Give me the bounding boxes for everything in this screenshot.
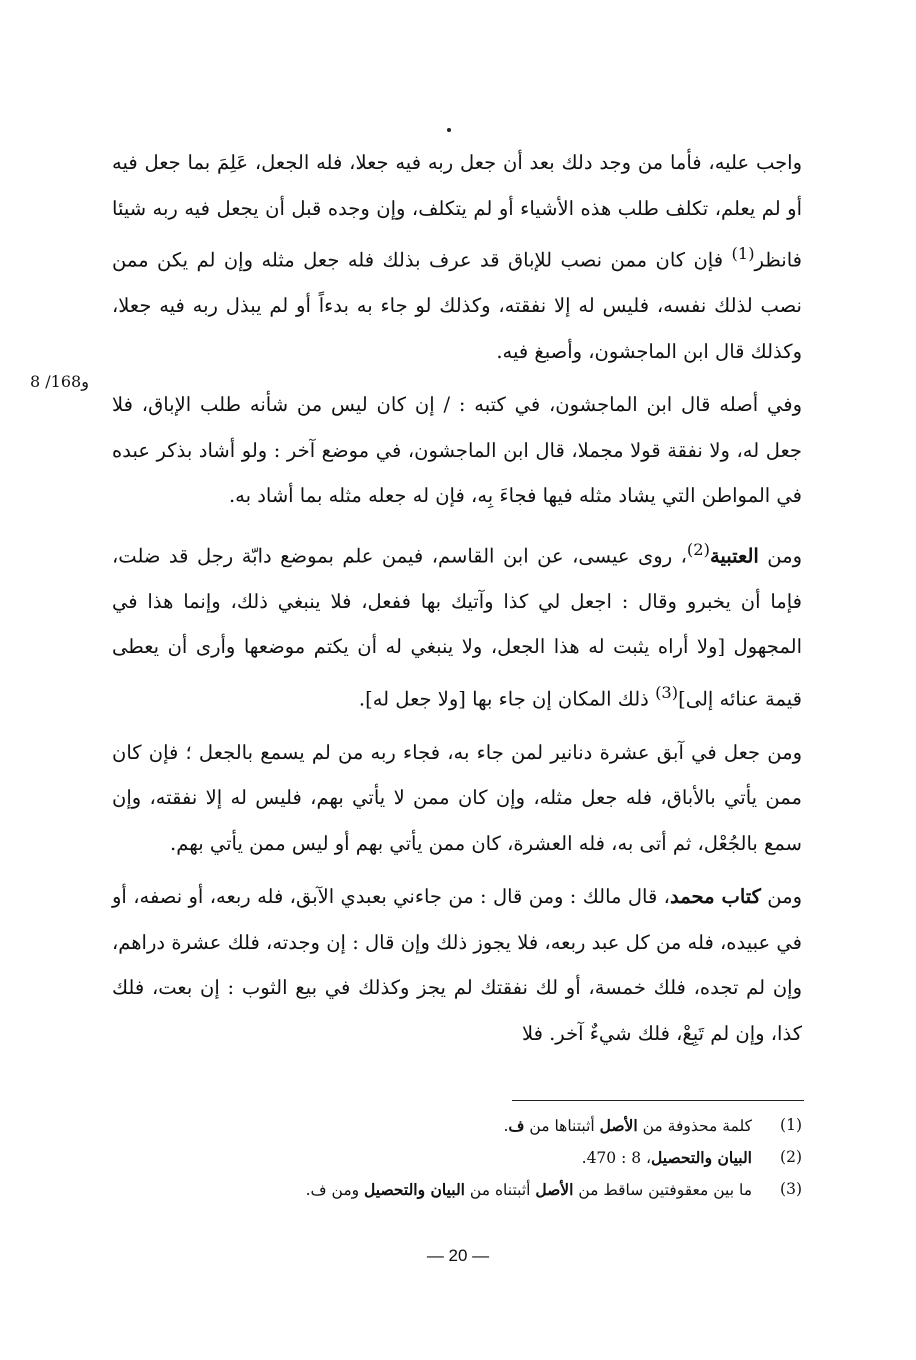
footnotes <box>200 1110 802 1206</box>
page-mark-dot <box>447 128 451 132</box>
paragraph-2-text: وفي أصله قال ابن الماجشون، في كتبه : / إن كان ليس من شأنه طلب الإباق، فلا جعل له، ولا نفقة قولا مجملا، قال ابن الماجشون، في موضع آخر : ولو أشاد بذكر عبده في المواطن التي يشاد مثله فيها فجاءَ بِه، فإن له جعله مثله بما أشاد به. <box>112 393 802 507</box>
paragraph-1-text-cont: فإن كان ممن نصب للإباق قد عرف بذلك فله جعل مثله وإن لم يكن ممن نصب لذلك نفسه، فليس له إلا نفقته، وكذلك لو جاء به بدءاً أو لم يبذل ربه فيه جعلا، وكذلك قال ابن الماجشون، وأصبغ فيه. <box>112 248 802 363</box>
footnote-3-part-a: ما بين معقوفتين ساقط من <box>573 1181 752 1199</box>
footnote-2-text <box>200 1142 752 1174</box>
footnote-1-part-c: أثبتناها من <box>524 1117 600 1135</box>
footnote-2-part-b: البيان والتحصيل <box>651 1148 752 1167</box>
footnote-1-number: (1) <box>780 1116 802 1134</box>
footnote-1-part-b: الأصل <box>599 1116 638 1135</box>
paragraph-3 <box>112 527 802 722</box>
footnote-1 <box>200 1110 802 1142</box>
source-title-kitab-muhammad: كتاب محمد <box>669 885 761 908</box>
paragraph-3-lead: ومن <box>758 544 802 567</box>
footnote-2-part-c: ، 8 : 470. <box>581 1149 652 1167</box>
main-text <box>112 140 802 1056</box>
paragraph-3-text-cont: ذلك المكان إن جاء بها [ولا جعل له]. <box>358 687 656 710</box>
paragraph-5-text: ، قال مالك : ومن قال : من جاءني بعبدي الآبق، فله ربعه، أو نصفه، أو في عبيده، فله من كل عبد ربعه، فلا يجوز ذلك وإن قال : إن وجدته، فلك عشرة دراهم، وإن لم تجده، فلك خمسة، أو لك نفقتك لم يجز وكذلك في بيع الثوب : إن بعت، فلك كذا، وإن لم تَبِعْ، فلك شيءٌ آخر. فلا <box>112 885 802 1045</box>
footnote-1-part-e: . <box>503 1117 509 1135</box>
footnote-1-part-a: كلمة محذوفة من <box>637 1117 752 1135</box>
footnote-3-part-b: الأصل <box>535 1180 574 1199</box>
footnote-3-part-c: أثبتناه من <box>464 1181 536 1199</box>
paragraph-1-text: واجب عليه، فأما من وجد دلك بعد أن جعل ربه فيه جعلا، فله الجعل، عَلِمَ بما جعل فيه أو لم يعلم، تكلف طلب هذه الأشياء أو لم يتكلف، وإن وجده قبل أن يجعل فيه ربه شيئا فانظر <box>112 151 802 272</box>
footnote-3-part-d: البيان والتحصيل <box>364 1180 465 1199</box>
paragraph-4 <box>112 730 802 867</box>
paragraph-1 <box>112 140 802 374</box>
page-number: — 20 — <box>426 1246 490 1265</box>
margin-folio-reference: 8 /168و <box>30 372 89 391</box>
footnote-2 <box>200 1142 802 1174</box>
paragraph-4-text: ومن جعل في آبق عشرة دنانير لمن جاء به، فجاء ربه من لم يسمع بالجعل ؛ فإن كان ممن يأتي بالأباق، فله جعل مثله، وإن كان ممن لا يأتي بهم، فليس له إلا نفقته، وإن سمع بالجُعْل، ثم أتى به، فله العشرة، كان ممن يأتي بهم أو ليس ممن يأتي بهم. <box>112 740 802 855</box>
source-title-utbiyya: العتبية <box>709 544 759 567</box>
footnote-ref-3: (3) <box>655 682 679 702</box>
footnote-1-part-d: ف <box>508 1116 525 1135</box>
footnote-1-text <box>200 1110 752 1142</box>
footnote-3-text <box>200 1174 752 1206</box>
paragraph-3-text: ، روى عيسى، عن ابن القاسم، فيمن علم بموضع دابّة رجل قد ضلت، فإما أن يخبرو وقال : اجعل لي كذا وآتيك بها ففعل، فلا ينبغي ذلك، وإنما هذا في المجهول [ولا أراه يثبت له هذا الجعل، ولا ينبغي له أن يكتم موضعها وأرى أن يعطى قيمة عنائه إلى] <box>112 544 802 710</box>
footnote-ref-1: (1) <box>731 244 755 263</box>
paragraph-5 <box>112 874 802 1056</box>
footnote-3-number: (3) <box>780 1180 802 1198</box>
footnote-ref-2: (2) <box>686 539 710 559</box>
footnote-separator <box>512 1100 804 1101</box>
paragraph-2 <box>112 382 802 519</box>
footnote-3 <box>200 1174 802 1206</box>
footnote-3-part-e: ومن ف. <box>305 1181 365 1199</box>
footnote-2-number: (2) <box>780 1148 802 1166</box>
paragraph-5-lead: ومن <box>760 885 803 908</box>
